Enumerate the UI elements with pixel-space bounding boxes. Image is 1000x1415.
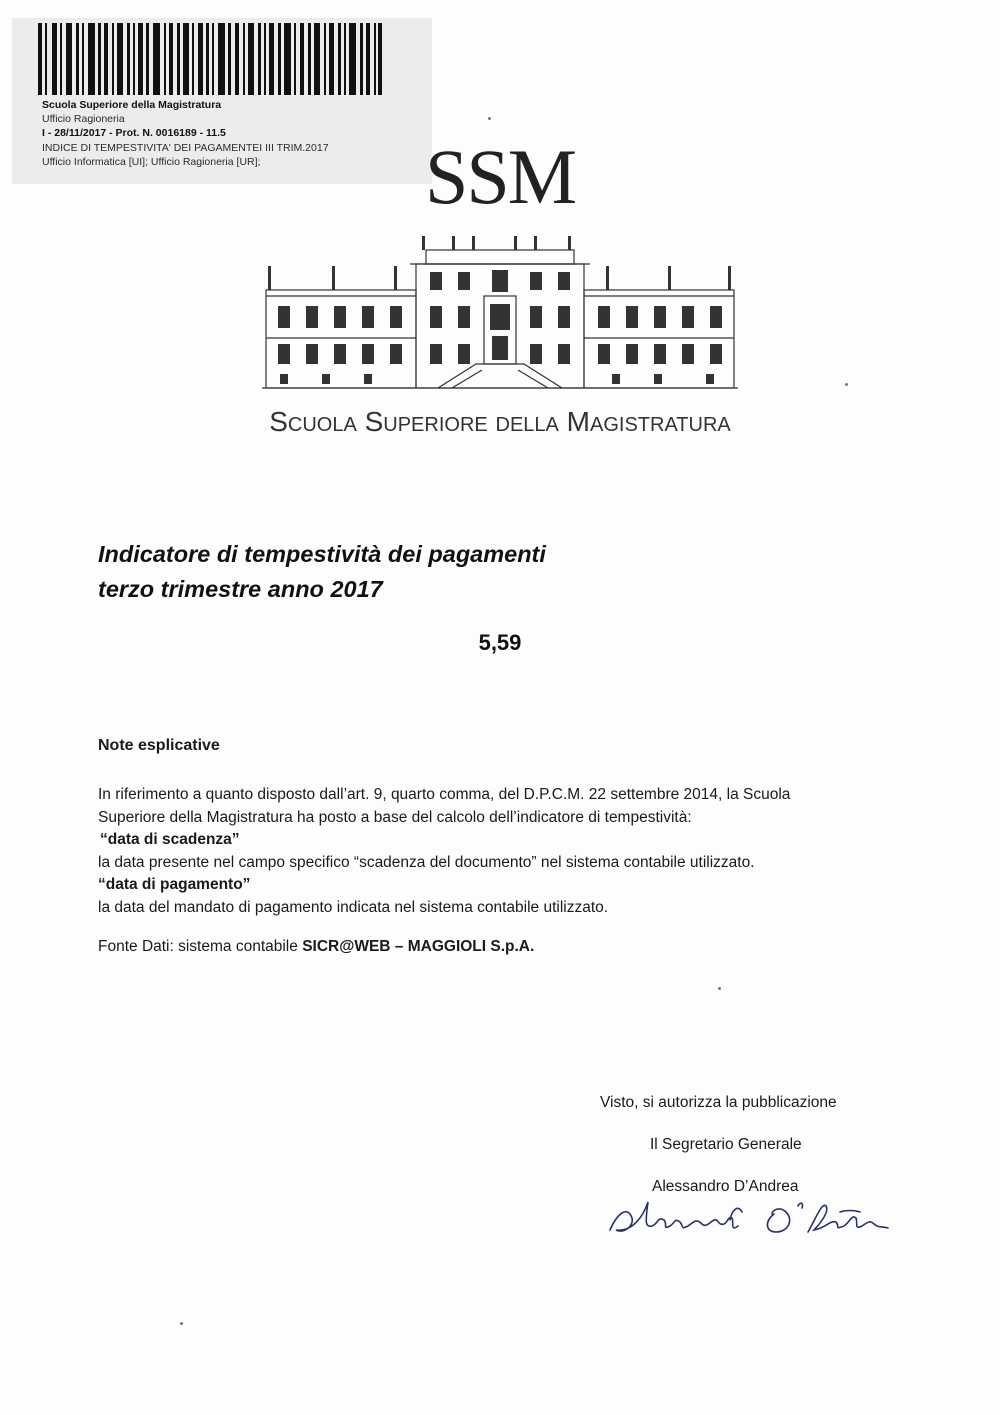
title-line-1: Indicatore di tempestività dei pagamenti	[98, 541, 546, 567]
indicator-value: 5,59	[478, 630, 522, 655]
scan-speck	[718, 987, 721, 990]
stamp-office: Ufficio Ragioneria	[42, 113, 125, 126]
secretary-name: Alessandro D’Andrea	[652, 1178, 799, 1195]
notes-intro-line-1: In riferimento a quanto disposto dall’art. 9, quarto comma, del D.P.C.M. 22 settembre 2014, la Scuola	[98, 786, 791, 803]
document-title	[98, 537, 798, 607]
data-source	[98, 938, 534, 956]
scan-speck	[180, 1322, 183, 1325]
term-scadenza-label: “data di scadenza”	[100, 831, 240, 848]
scan-speck	[845, 383, 848, 386]
stamp-protocol: I - 28/11/2017 - Prot. N. 0016189 - 11.5	[42, 127, 226, 140]
scan-speck	[488, 117, 491, 120]
stamp-org: Scuola Superiore della Magistratura	[42, 99, 222, 111]
term-scadenza-text: la data presente nel campo specifico “scadenza del documento” nel sistema contabile utilizzato.	[98, 853, 755, 871]
stamp-subject: INDICE DI TEMPESTIVITA' DEI PAGAMENTEI III TRIM.2017	[42, 141, 329, 154]
source-value: SICR@WEB – MAGGIOLI S.p.A.	[302, 938, 535, 955]
signature-icon	[604, 1192, 894, 1246]
notes-body	[98, 784, 918, 919]
approval-text: Visto, si autorizza la pubblicazione	[600, 1094, 837, 1111]
source-label: Fonte Dati: sistema contabile	[98, 938, 303, 955]
stamp-recipients: Ufficio Informatica [UI]; Ufficio Ragioneria [UR];	[42, 155, 261, 168]
notes-heading: Note esplicative	[98, 737, 220, 754]
secretary-role: Il Segretario Generale	[650, 1136, 802, 1153]
protocol-stamp	[12, 18, 432, 184]
building-icon	[262, 232, 738, 392]
notes-intro-line-2: Superiore della Magistratura ha posto a base del calcolo dell’indicatore di tempestività:	[98, 808, 692, 826]
term-pagamento-text: la data del mandato di pagamento indicata nel sistema contabile utilizzato.	[98, 898, 609, 916]
term-pagamento-label: “data di pagamento”	[98, 876, 251, 893]
title-line-2: terzo trimestre anno 2017	[98, 576, 383, 602]
ssm-logo: SSM	[424, 133, 576, 220]
school-name: Scuola Superiore della Magistratura	[269, 406, 731, 437]
barcode-icon	[38, 23, 382, 95]
